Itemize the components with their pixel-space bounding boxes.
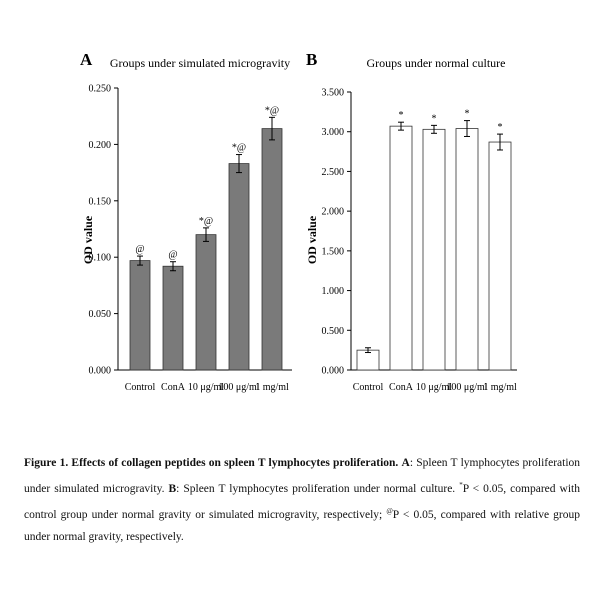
panel-a-category-label: Control: [124, 382, 156, 393]
panel-b-y-tick-label: 1.000: [321, 286, 344, 298]
caption-star-symbol: *: [459, 481, 463, 489]
panel-b-title: Groups under normal culture: [366, 56, 506, 70]
panel-b-significance-mark: *: [398, 110, 404, 122]
panel-a-y-tick-label: 0.000: [88, 365, 111, 377]
panel-a-category-label: 100 μg/ml: [218, 382, 260, 393]
panel-a-letter: A: [80, 50, 93, 69]
caption-b-text: : Spleen T lymphocytes proliferation under normal culture.: [176, 482, 456, 495]
panel-b-category-label: 100 μg/ml: [446, 382, 488, 393]
panel-a-title: Groups under simulated microgravity: [109, 56, 291, 70]
caption-label: Figure 1.: [24, 457, 69, 469]
panel-a-category-label: 1 mg/ml: [255, 382, 289, 393]
panel-a-bar: [262, 129, 282, 370]
panel-a-significance-mark: *@: [198, 215, 214, 227]
panel-b-significance-mark: *: [431, 113, 437, 125]
panel-b-bar: [357, 350, 379, 370]
caption-at-symbol: @: [386, 506, 393, 515]
panel-b-y-tick-label: 2.000: [321, 206, 344, 218]
panel-b-bar: [423, 129, 445, 370]
panel-b-category-label: ConA: [389, 382, 413, 393]
panel-a-bar: [196, 235, 216, 370]
panel-a-significance-mark: *@: [264, 105, 280, 117]
panel-b-chart: [305, 50, 517, 393]
caption-a-text: : Spleen T lymphocytes proliferation under simulated microgravity.: [24, 457, 581, 495]
panel-b-bar: [489, 142, 511, 370]
panel-b-category-label: 10 μg/ml: [415, 382, 453, 393]
panel-a-y-tick-label: 0.200: [88, 139, 111, 151]
panel-b-significance-mark: *: [497, 122, 503, 134]
panel-a-y-tick-label: 0.250: [88, 83, 111, 95]
panel-a-y-tick-label: 0.100: [88, 252, 111, 264]
caption-star-text: P < 0.05, compared with control group under normal gravity or simulated microgravity, respectively;: [24, 482, 580, 521]
caption-title: Effects of collagen peptides on spleen T lymphocytes proliferation.: [71, 457, 399, 469]
panel-b-y-tick-label: 3.000: [321, 127, 344, 139]
panel-b-bar: [390, 126, 412, 370]
panel-b-category-label: Control: [352, 382, 384, 393]
panel-a-y-tick-label: 0.150: [88, 196, 111, 208]
panel-a-significance-mark: *@: [231, 142, 247, 154]
panel-b-y-tick-label: 3.500: [321, 87, 344, 99]
panel-a-chart: [80, 50, 292, 393]
panel-b-bar: [456, 129, 478, 370]
panel-a-bar: [229, 164, 249, 370]
panel-a-bar: [163, 266, 183, 370]
panel-b-y-tick-label: 2.500: [321, 166, 344, 178]
panel-b-letter: B: [306, 50, 318, 69]
panel-b-category-label: 1 mg/ml: [483, 382, 517, 393]
figure-caption: [24, 452, 580, 548]
panel-a-y-tick-label: 0.050: [88, 309, 111, 321]
panel-b-significance-mark: *: [464, 108, 470, 120]
panel-b-y-tick-label: 0.500: [321, 325, 344, 337]
panel-b-y-tick-label: 0.000: [321, 365, 344, 377]
panel-a-significance-mark: @: [168, 249, 178, 261]
panel-a-significance-mark: @: [135, 244, 145, 256]
panel-a-bar: [130, 261, 150, 370]
panel-b-ylabel: OD value: [305, 215, 319, 265]
caption-at-text: P < 0.05, compared with relative group under normal gravity, respectively.: [24, 508, 581, 543]
panel-a-ylabel: OD value: [81, 215, 95, 265]
panel-b-y-tick-label: 1.500: [321, 246, 344, 258]
caption-b-label: B: [168, 482, 177, 495]
panel-a-category-label: ConA: [161, 382, 185, 393]
caption-a-label: A: [401, 457, 410, 469]
panel-a-category-label: 10 μg/ml: [187, 382, 225, 393]
